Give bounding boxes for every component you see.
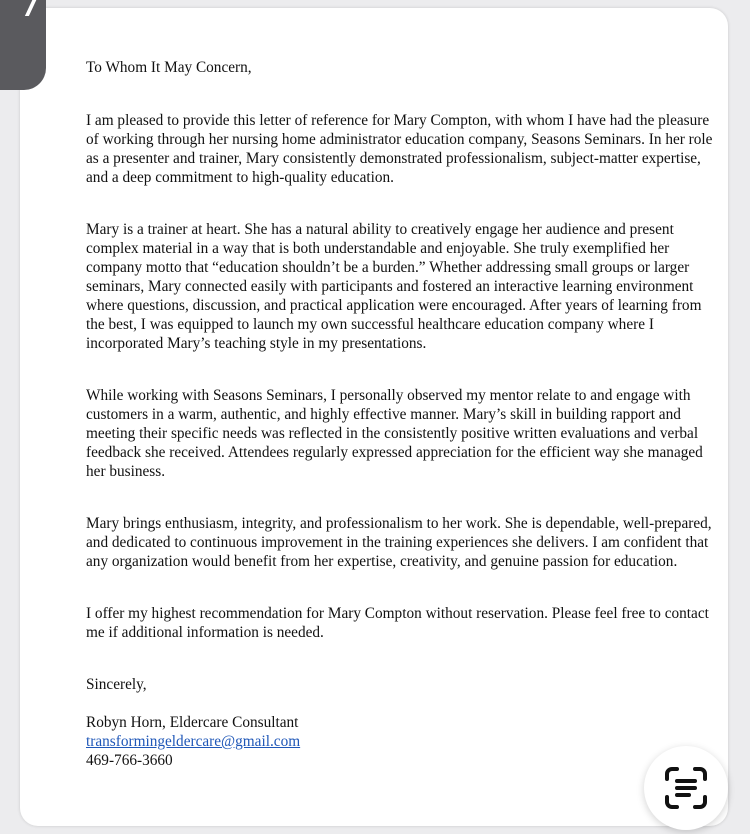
paragraph-5: I offer my highest recommendation for Mary Compton without reservation. Please feel free to contact me if additional information is needed. bbox=[86, 605, 709, 641]
paragraph-2: Mary is a trainer at heart. She has a natural ability to creatively engage her audience and present complex material in a way that is both understandable and enjoyable. She truly exemplified her company motto that “education shouldn’t be a burden.” Whether addressing small groups or larger seminars, Mary connected easily with participants and fostered an interactive learning environment where questions, discussion, and practical application were encouraged. After years of learning from the best, I was equipped to launch my own successful healthcare education company where I incorporated Mary’s teaching style in my presentations. bbox=[86, 221, 702, 352]
paragraph-1: I am pleased to provide this letter of reference for Mary Compton, with whom I have had the pleasure of working through her nursing home administrator education company, Seasons Seminars. In her role as a presenter and trainer, Mary consistently demonstrated professionalism, subject-matter expertise, and a deep commitment to high-quality education. bbox=[86, 112, 713, 186]
paragraph-3: While working with Seasons Seminars, I personally observed my mentor relate to and engage with customers in a warm, authentic, and highly effective manner. Mary’s skill in building rapport and meeting their specific needs was reflected in the consistently positive written evaluations and verbal feedback she received. Attendees regularly expressed appreciation for the efficient way she managed her business. bbox=[86, 387, 703, 480]
letter-body bbox=[86, 58, 716, 770]
signature-name: Robyn Horn, Eldercare Consultant bbox=[86, 714, 299, 731]
greeting: To Whom It May Concern, bbox=[86, 59, 252, 76]
signature-phone[interactable]: 469-766-3660 bbox=[86, 752, 173, 769]
paragraph-4: Mary brings enthusiasm, integrity, and professionalism to her work. She is dependable, well-prepared, and dedicated to continuous improvement in the training experiences she delivers. I am confident that any organization would benefit from her expertise, creativity, and genuine passion for education. bbox=[86, 515, 712, 570]
signature-email-link[interactable]: transformingeldercare@gmail.com bbox=[86, 733, 301, 750]
letter-page[interactable] bbox=[20, 8, 728, 826]
scan-text-icon bbox=[662, 764, 710, 812]
edit-corner-icon bbox=[11, 0, 39, 16]
edit-corner-tab[interactable] bbox=[0, 0, 46, 90]
signature-block bbox=[86, 713, 716, 770]
closing: Sincerely, bbox=[86, 676, 147, 693]
scan-text-button[interactable] bbox=[644, 746, 728, 830]
